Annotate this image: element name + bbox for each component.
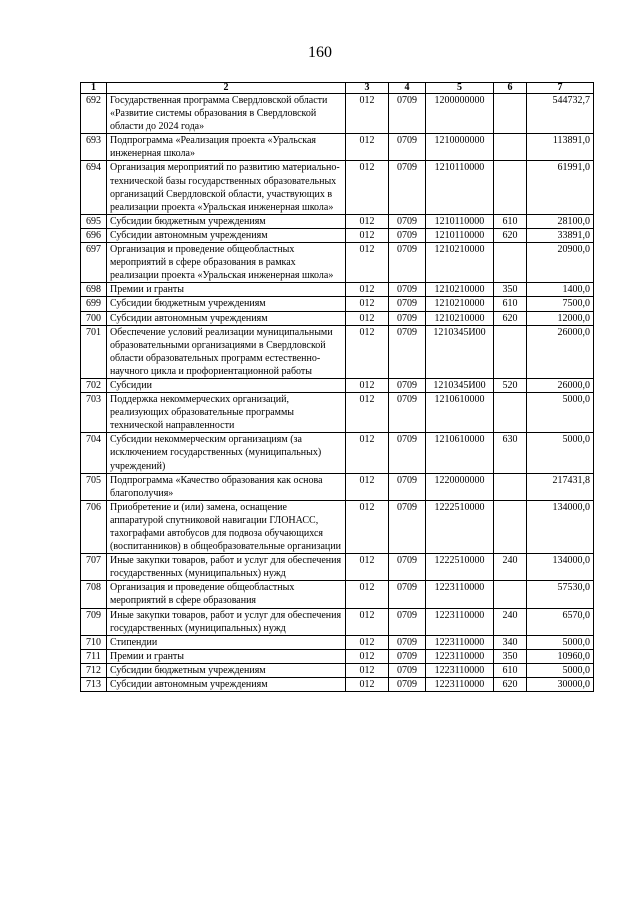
row-section-code: 0709 bbox=[389, 297, 426, 311]
row-ministry-code: 012 bbox=[346, 473, 389, 500]
table-body bbox=[81, 94, 594, 692]
column-header: 1 bbox=[81, 83, 107, 94]
column-header: 6 bbox=[494, 83, 527, 94]
table-row bbox=[81, 297, 594, 311]
table-row bbox=[81, 663, 594, 677]
row-target-code: 1210110000 bbox=[426, 214, 494, 228]
table-row bbox=[81, 608, 594, 635]
row-ministry-code: 012 bbox=[346, 325, 389, 378]
row-ministry-code: 012 bbox=[346, 663, 389, 677]
row-expense-type: 340 bbox=[494, 635, 527, 649]
table-row bbox=[81, 325, 594, 378]
row-ministry-code: 012 bbox=[346, 214, 389, 228]
row-name: Организация и проведение общеобластных мероприятий в сфере образования в рамках реализации проекта «Уральская инженерная школа» bbox=[107, 243, 346, 283]
row-number: 703 bbox=[81, 393, 107, 433]
row-target-code: 1210210000 bbox=[426, 283, 494, 297]
table-row bbox=[81, 134, 594, 161]
row-ministry-code: 012 bbox=[346, 94, 389, 134]
table-row bbox=[81, 649, 594, 663]
table-row bbox=[81, 378, 594, 392]
row-number: 705 bbox=[81, 473, 107, 500]
row-expense-type: 620 bbox=[494, 311, 527, 325]
row-expense-type: 350 bbox=[494, 283, 527, 297]
row-ministry-code: 012 bbox=[346, 161, 389, 214]
header-row bbox=[81, 83, 594, 94]
row-number: 712 bbox=[81, 663, 107, 677]
page-number: 160 bbox=[308, 44, 332, 61]
row-ministry-code: 012 bbox=[346, 393, 389, 433]
row-amount: 134000,0 bbox=[527, 554, 594, 581]
table-row bbox=[81, 635, 594, 649]
row-section-code: 0709 bbox=[389, 473, 426, 500]
row-amount: 28100,0 bbox=[527, 214, 594, 228]
row-name: Субсидии бюджетным учреждениям bbox=[107, 214, 346, 228]
row-target-code: 1210610000 bbox=[426, 393, 494, 433]
row-target-code: 1223110000 bbox=[426, 649, 494, 663]
table-header bbox=[81, 83, 594, 94]
row-amount: 61991,0 bbox=[527, 161, 594, 214]
row-target-code: 1210210000 bbox=[426, 297, 494, 311]
row-section-code: 0709 bbox=[389, 581, 426, 608]
row-expense-type bbox=[494, 325, 527, 378]
row-expense-type bbox=[494, 393, 527, 433]
row-amount: 12000,0 bbox=[527, 311, 594, 325]
row-target-code: 1223110000 bbox=[426, 581, 494, 608]
column-header: 5 bbox=[426, 83, 494, 94]
row-name: Субсидии автономным учреждениям bbox=[107, 311, 346, 325]
row-section-code: 0709 bbox=[389, 134, 426, 161]
row-target-code: 1210345И00 bbox=[426, 378, 494, 392]
row-amount: 10960,0 bbox=[527, 649, 594, 663]
row-number: 709 bbox=[81, 608, 107, 635]
row-ministry-code: 012 bbox=[346, 581, 389, 608]
row-amount: 5000,0 bbox=[527, 433, 594, 473]
row-name: Иные закупки товаров, работ и услуг для обеспечения государственных (муниципальных) нужд bbox=[107, 608, 346, 635]
row-amount: 1400,0 bbox=[527, 283, 594, 297]
row-section-code: 0709 bbox=[389, 663, 426, 677]
row-name: Организация и проведение общеобластных мероприятий в сфере образования bbox=[107, 581, 346, 608]
table-row bbox=[81, 473, 594, 500]
table-row bbox=[81, 500, 594, 553]
row-target-code: 1200000000 bbox=[426, 94, 494, 134]
row-name: Субсидии бюджетным учреждениям bbox=[107, 663, 346, 677]
row-section-code: 0709 bbox=[389, 214, 426, 228]
row-target-code: 1210610000 bbox=[426, 433, 494, 473]
row-section-code: 0709 bbox=[389, 608, 426, 635]
row-section-code: 0709 bbox=[389, 228, 426, 242]
row-target-code: 1210110000 bbox=[426, 161, 494, 214]
table-row bbox=[81, 228, 594, 242]
row-amount: 134000,0 bbox=[527, 500, 594, 553]
table-row bbox=[81, 243, 594, 283]
row-section-code: 0709 bbox=[389, 161, 426, 214]
row-ministry-code: 012 bbox=[346, 228, 389, 242]
row-section-code: 0709 bbox=[389, 635, 426, 649]
row-name: Подпрограмма «Реализация проекта «Уральская инженерная школа» bbox=[107, 134, 346, 161]
row-amount: 33891,0 bbox=[527, 228, 594, 242]
row-amount: 26000,0 bbox=[527, 378, 594, 392]
row-name: Организация мероприятий по развитию материально-технической базы государственных образовательных организаций Свердловской области, участвующих в реализации проекта «Уральская инженерная школа» bbox=[107, 161, 346, 214]
row-amount: 30000,0 bbox=[527, 678, 594, 692]
row-target-code: 1223110000 bbox=[426, 678, 494, 692]
row-section-code: 0709 bbox=[389, 378, 426, 392]
table-row bbox=[81, 161, 594, 214]
row-section-code: 0709 bbox=[389, 283, 426, 297]
row-amount: 20900,0 bbox=[527, 243, 594, 283]
row-number: 695 bbox=[81, 214, 107, 228]
table-row bbox=[81, 283, 594, 297]
row-expense-type: 630 bbox=[494, 433, 527, 473]
table-row bbox=[81, 393, 594, 433]
row-ministry-code: 012 bbox=[346, 297, 389, 311]
row-name: Субсидии автономным учреждениям bbox=[107, 228, 346, 242]
row-target-code: 1223110000 bbox=[426, 635, 494, 649]
row-name: Подпрограмма «Качество образования как основа благополучия» bbox=[107, 473, 346, 500]
column-header: 4 bbox=[389, 83, 426, 94]
row-section-code: 0709 bbox=[389, 311, 426, 325]
row-number: 702 bbox=[81, 378, 107, 392]
row-target-code: 1210210000 bbox=[426, 311, 494, 325]
row-ministry-code: 012 bbox=[346, 649, 389, 663]
row-target-code: 1210210000 bbox=[426, 243, 494, 283]
row-ministry-code: 012 bbox=[346, 635, 389, 649]
row-amount: 113891,0 bbox=[527, 134, 594, 161]
row-expense-type bbox=[494, 500, 527, 553]
row-name: Субсидии bbox=[107, 378, 346, 392]
row-target-code: 1210345И00 bbox=[426, 325, 494, 378]
row-name: Иные закупки товаров, работ и услуг для обеспечения государственных (муниципальных) нужд bbox=[107, 554, 346, 581]
row-number: 706 bbox=[81, 500, 107, 553]
row-expense-type bbox=[494, 243, 527, 283]
row-expense-type: 520 bbox=[494, 378, 527, 392]
row-name: Обеспечение условий реализации муниципальными образовательными организациями в Свердловской области образовательных программ естественно-научного цикла и профориентационной работы bbox=[107, 325, 346, 378]
row-amount: 217431,8 bbox=[527, 473, 594, 500]
row-name: Субсидии автономным учреждениям bbox=[107, 678, 346, 692]
row-number: 700 bbox=[81, 311, 107, 325]
row-expense-type bbox=[494, 581, 527, 608]
row-expense-type bbox=[494, 473, 527, 500]
row-expense-type bbox=[494, 94, 527, 134]
row-ministry-code: 012 bbox=[346, 311, 389, 325]
row-section-code: 0709 bbox=[389, 500, 426, 553]
row-ministry-code: 012 bbox=[346, 678, 389, 692]
row-target-code: 1222510000 bbox=[426, 554, 494, 581]
row-target-code: 1210110000 bbox=[426, 228, 494, 242]
row-number: 701 bbox=[81, 325, 107, 378]
column-header: 7 bbox=[527, 83, 594, 94]
row-number: 694 bbox=[81, 161, 107, 214]
row-number: 713 bbox=[81, 678, 107, 692]
row-expense-type: 610 bbox=[494, 297, 527, 311]
row-ministry-code: 012 bbox=[346, 433, 389, 473]
row-expense-type: 240 bbox=[494, 554, 527, 581]
table-row bbox=[81, 94, 594, 134]
row-section-code: 0709 bbox=[389, 678, 426, 692]
row-ministry-code: 012 bbox=[346, 243, 389, 283]
table-row bbox=[81, 214, 594, 228]
row-ministry-code: 012 bbox=[346, 134, 389, 161]
table-row bbox=[81, 554, 594, 581]
row-number: 710 bbox=[81, 635, 107, 649]
column-header: 3 bbox=[346, 83, 389, 94]
row-ministry-code: 012 bbox=[346, 554, 389, 581]
table-row bbox=[81, 311, 594, 325]
row-target-code: 1220000000 bbox=[426, 473, 494, 500]
row-number: 704 bbox=[81, 433, 107, 473]
column-header: 2 bbox=[107, 83, 346, 94]
row-number: 708 bbox=[81, 581, 107, 608]
row-ministry-code: 012 bbox=[346, 608, 389, 635]
row-number: 707 bbox=[81, 554, 107, 581]
row-number: 711 bbox=[81, 649, 107, 663]
row-name: Приобретение и (или) замена, оснащение аппаратурой спутниковой навигации ГЛОНАСС, тахографами автобусов для подвоза обучающихся (воспитанников) в общеобразовательные организации bbox=[107, 500, 346, 553]
table-row bbox=[81, 433, 594, 473]
table-row bbox=[81, 678, 594, 692]
row-expense-type bbox=[494, 161, 527, 214]
row-target-code: 1222510000 bbox=[426, 500, 494, 553]
row-expense-type: 610 bbox=[494, 214, 527, 228]
row-number: 692 bbox=[81, 94, 107, 134]
row-amount: 544732,7 bbox=[527, 94, 594, 134]
row-amount: 7500,0 bbox=[527, 297, 594, 311]
row-expense-type: 620 bbox=[494, 228, 527, 242]
row-ministry-code: 012 bbox=[346, 378, 389, 392]
row-section-code: 0709 bbox=[389, 393, 426, 433]
row-ministry-code: 012 bbox=[346, 500, 389, 553]
row-section-code: 0709 bbox=[389, 649, 426, 663]
row-expense-type: 610 bbox=[494, 663, 527, 677]
row-section-code: 0709 bbox=[389, 554, 426, 581]
row-section-code: 0709 bbox=[389, 325, 426, 378]
row-amount: 5000,0 bbox=[527, 393, 594, 433]
row-section-code: 0709 bbox=[389, 433, 426, 473]
row-name: Субсидии бюджетным учреждениям bbox=[107, 297, 346, 311]
row-number: 696 bbox=[81, 228, 107, 242]
row-amount: 5000,0 bbox=[527, 635, 594, 649]
row-number: 699 bbox=[81, 297, 107, 311]
row-name: Поддержка некоммерческих организаций, реализующих образовательные программы технической направленности bbox=[107, 393, 346, 433]
row-expense-type bbox=[494, 134, 527, 161]
row-expense-type: 620 bbox=[494, 678, 527, 692]
table-row bbox=[81, 581, 594, 608]
row-name: Субсидии некоммерческим организациям (за исключением государственных (муниципальных) учреждений) bbox=[107, 433, 346, 473]
row-target-code: 1210000000 bbox=[426, 134, 494, 161]
budget-table bbox=[80, 82, 594, 692]
row-amount: 5000,0 bbox=[527, 663, 594, 677]
row-name: Государственная программа Свердловской области «Развитие системы образования в Свердловской области до 2024 года» bbox=[107, 94, 346, 134]
row-number: 693 bbox=[81, 134, 107, 161]
row-amount: 26000,0 bbox=[527, 325, 594, 378]
row-section-code: 0709 bbox=[389, 94, 426, 134]
row-amount: 57530,0 bbox=[527, 581, 594, 608]
row-amount: 6570,0 bbox=[527, 608, 594, 635]
row-section-code: 0709 bbox=[389, 243, 426, 283]
row-target-code: 1223110000 bbox=[426, 663, 494, 677]
row-expense-type: 350 bbox=[494, 649, 527, 663]
row-expense-type: 240 bbox=[494, 608, 527, 635]
row-ministry-code: 012 bbox=[346, 283, 389, 297]
row-name: Стипендии bbox=[107, 635, 346, 649]
row-name: Премии и гранты bbox=[107, 283, 346, 297]
row-name: Премии и гранты bbox=[107, 649, 346, 663]
row-number: 697 bbox=[81, 243, 107, 283]
row-target-code: 1223110000 bbox=[426, 608, 494, 635]
row-number: 698 bbox=[81, 283, 107, 297]
